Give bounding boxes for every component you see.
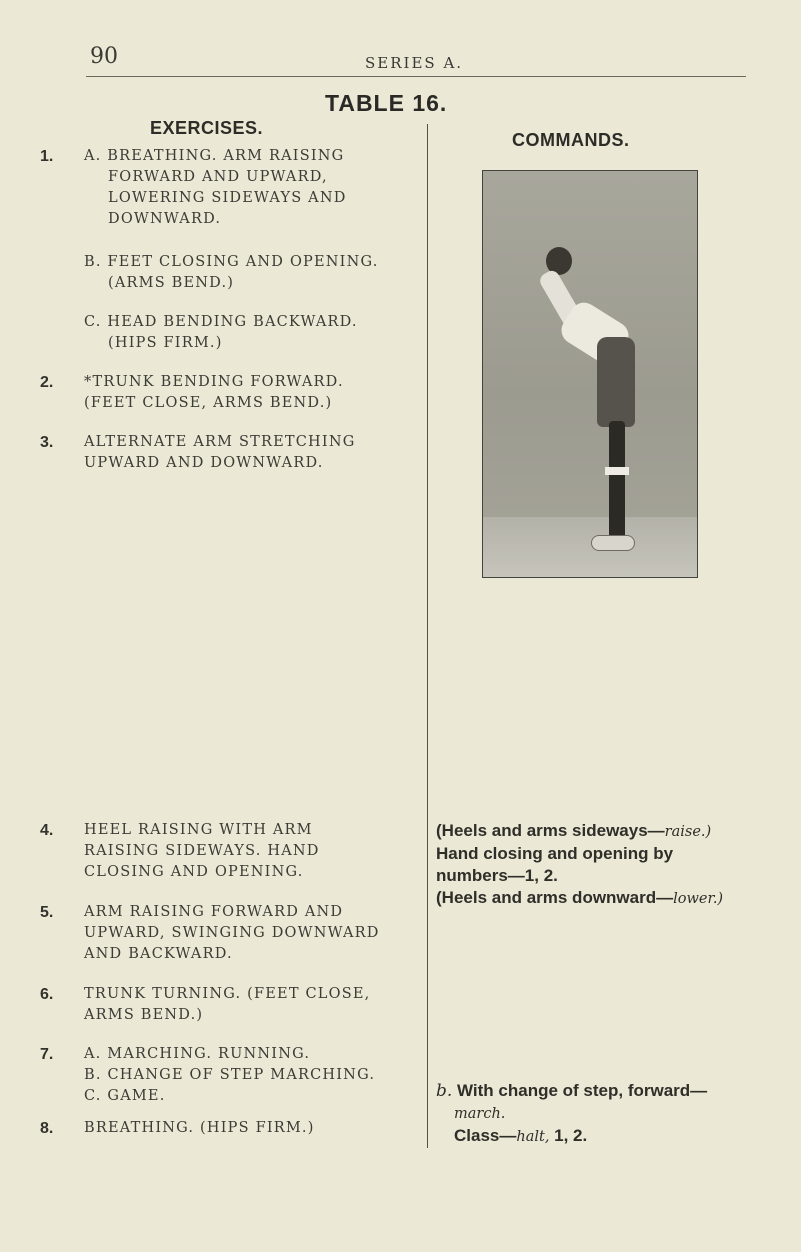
exercise-line: HEEL RAISING WITH ARM — [84, 822, 313, 838]
exercise-number: 7. — [40, 1046, 54, 1063]
command-line: Class—halt, 1, 2. — [454, 1126, 588, 1145]
exercise-1b-line: (ARMS BEND.) — [108, 275, 235, 291]
exercise-line: RAISING SIDEWAYS. HAND — [84, 843, 320, 859]
figure-sock — [605, 467, 629, 475]
series-header: SERIES A. — [365, 54, 464, 72]
header-rule — [86, 76, 746, 77]
exercise-1a-line: LOWERING SIDEWAYS AND — [108, 190, 347, 206]
table-title: TABLE 16. — [325, 90, 448, 116]
command-line: Hand closing and opening by — [436, 844, 674, 863]
part-letter: A. — [84, 148, 102, 164]
part-letter: A. — [84, 1046, 102, 1062]
exercise-number: 8. — [40, 1120, 54, 1137]
exercise-line: ARM RAISING FORWARD AND — [84, 904, 344, 920]
exercise-1c — [40, 312, 412, 354]
command-line: b. With change of step, forward— — [436, 1081, 708, 1101]
gymnast-photo — [482, 170, 698, 578]
photo-floor — [483, 517, 697, 577]
command-line: march. — [454, 1106, 506, 1122]
exercise-2 — [40, 372, 412, 414]
command-line: numbers—1, 2. — [436, 866, 558, 885]
page-number: 90 — [90, 44, 118, 69]
exercise-1b — [40, 252, 412, 294]
exercise-7a-line: A. MARCHING. RUNNING. — [84, 1046, 311, 1062]
exercises-heading: EXERCISES. — [150, 118, 264, 138]
command-line: (Heels and arms sideways—raise.) — [436, 821, 712, 840]
command-line: (Heels and arms downward—lower.) — [436, 888, 724, 907]
part-letter: C. — [84, 314, 102, 330]
exercise-line: UPWARD AND DOWNWARD. — [84, 455, 324, 471]
exercise-number: 6. — [40, 986, 54, 1003]
exercise-1a-line: DOWNWARD. — [108, 211, 222, 227]
exercise-number: 4. — [40, 822, 54, 839]
exercise-7 — [40, 1044, 412, 1107]
exercise-8 — [40, 1118, 412, 1139]
exercise-6 — [40, 984, 412, 1026]
exercise-line: AND BACKWARD. — [84, 946, 233, 962]
figure-shoe — [591, 535, 635, 551]
exercise-line: *TRUNK BENDING FORWARD. — [84, 374, 344, 390]
exercise-5 — [40, 902, 412, 965]
exercise-line: (FEET CLOSE, ARMS BEND.) — [84, 395, 333, 411]
part-letter: B. — [84, 1067, 102, 1083]
exercise-4 — [40, 820, 412, 883]
exercise-line: ALTERNATE ARM STRETCHING — [84, 434, 356, 450]
command-4 — [436, 820, 776, 910]
exercise-line: UPWARD, SWINGING DOWNWARD — [84, 925, 380, 941]
exercise-1a-line: A. BREATHING. ARM RAISING — [84, 148, 345, 164]
exercise-number: 2. — [40, 374, 54, 391]
exercise-1c-line: C. HEAD BENDING BACKWARD. — [84, 314, 358, 330]
part-letter: B. — [84, 254, 102, 270]
exercise-number: 3. — [40, 434, 54, 451]
exercise-line: BREATHING. (HIPS FIRM.) — [84, 1120, 315, 1136]
figure-skirt — [597, 337, 635, 427]
figure-legs — [609, 421, 625, 541]
command-7b — [436, 1080, 776, 1148]
exercise-number: 1. — [40, 148, 54, 165]
commands-heading: COMMANDS. — [512, 130, 630, 150]
exercise-1a-line: FORWARD AND UPWARD, — [108, 169, 328, 185]
exercise-line: TRUNK TURNING. (FEET CLOSE, — [84, 986, 371, 1002]
exercise-7b-line: B. CHANGE OF STEP MARCHING. — [84, 1067, 376, 1083]
exercise-3 — [40, 432, 412, 474]
exercise-1b-line: B. FEET CLOSING AND OPENING. — [84, 254, 379, 270]
part-letter: C. — [84, 1088, 102, 1104]
exercise-1c-line: (HIPS FIRM.) — [108, 335, 223, 351]
exercise-1 — [40, 146, 412, 230]
exercise-line: ARMS BEND.) — [84, 1007, 204, 1023]
column-divider — [427, 124, 428, 1148]
exercise-line: CLOSING AND OPENING. — [84, 864, 304, 880]
exercise-number: 5. — [40, 904, 54, 921]
exercise-7c-line: C. GAME. — [84, 1088, 166, 1104]
